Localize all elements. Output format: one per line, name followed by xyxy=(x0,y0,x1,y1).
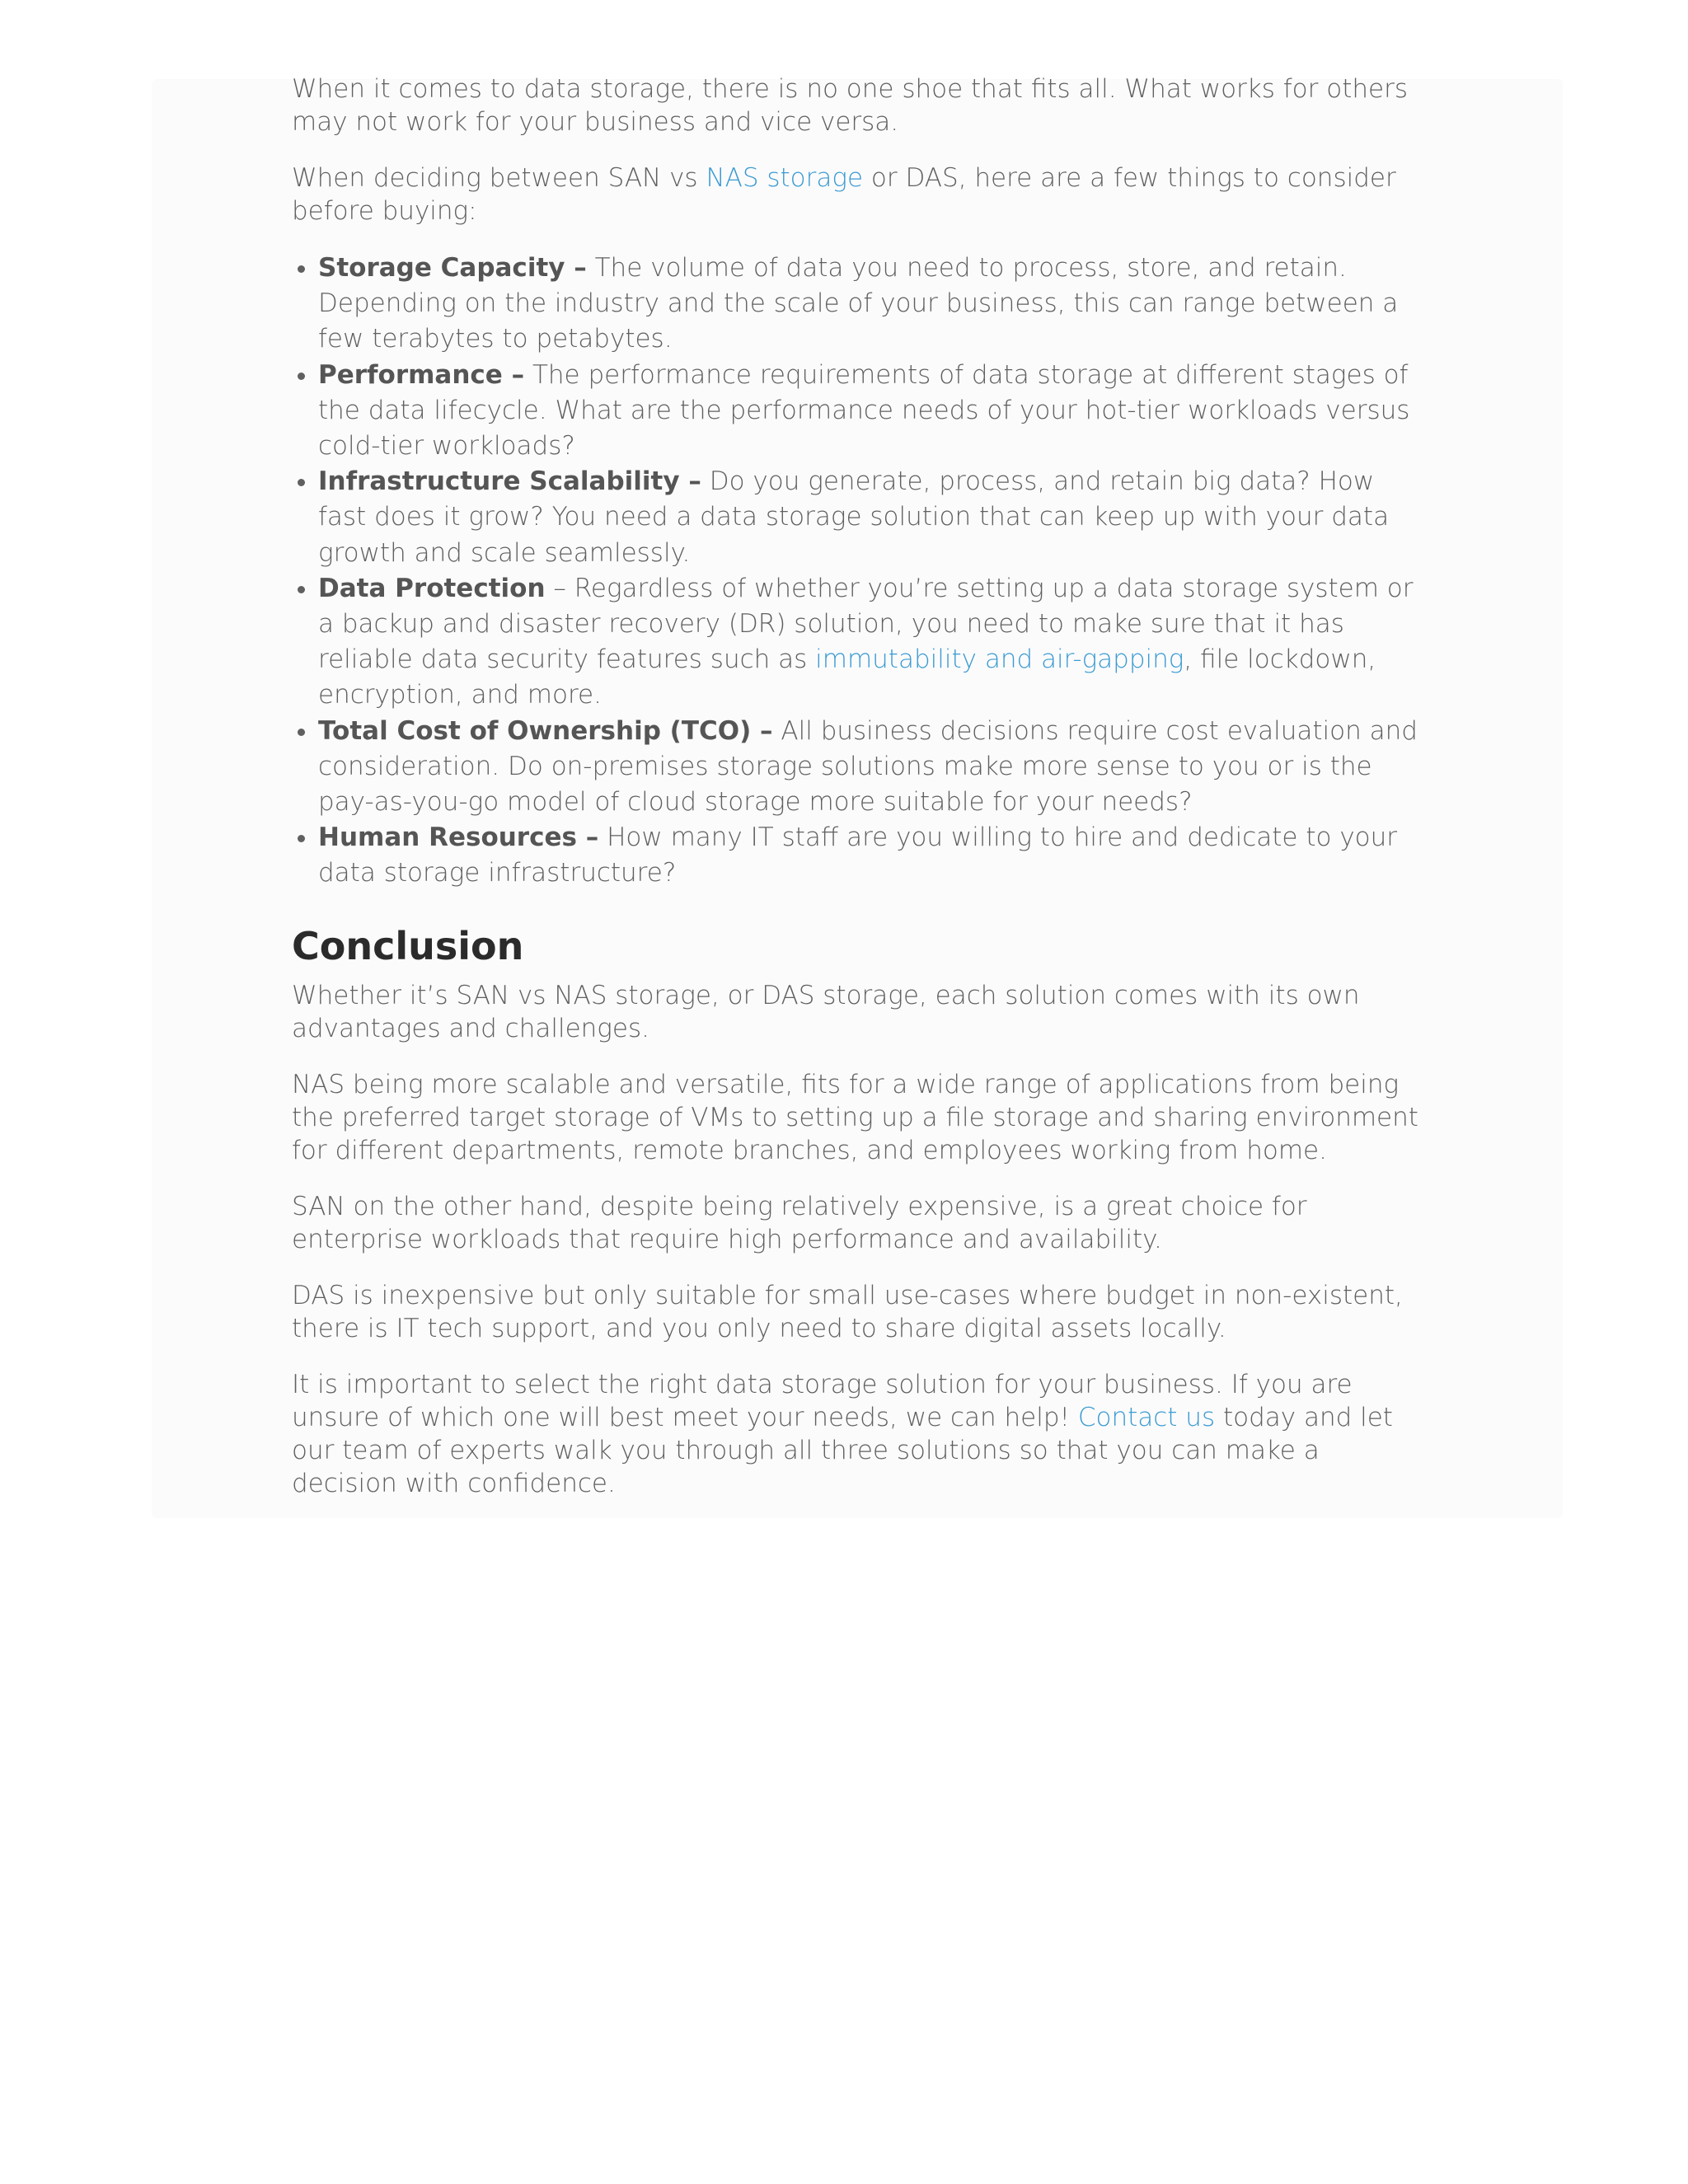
term-storage-capacity: Storage Capacity – xyxy=(318,253,587,283)
list-item-performance xyxy=(318,358,1423,465)
desc-tco: All business decisions require cost evaluation and consideration. Do on-premises storage solutions make more sense to you or is the pay-as-you-go model of cloud storage more suitable for your needs? xyxy=(318,715,1418,818)
list-item-tco xyxy=(318,714,1423,821)
list-item-infrastructure-scalability xyxy=(318,464,1423,571)
conclusion-paragraph-1: Whether it’s SAN vs NAS storage, or DAS storage, each solution comes with its own advantages and challenges. xyxy=(292,980,1360,1043)
intro-text-after: or DAS, here are a few things to consider before buying: xyxy=(292,163,1396,226)
article-body xyxy=(292,73,1423,1523)
intro-paragraph: When it comes to data storage, there is no one shoe that fits all. What works for others may not work for your business and vice versa. xyxy=(292,74,1408,137)
conclusion-paragraph-5 xyxy=(292,1368,1423,1500)
term-performance: Performance – xyxy=(318,359,525,390)
conclusion-paragraph-3: SAN on the other hand, despite being relatively expensive, is a great choice for enterprise workloads that require high performance and availability. xyxy=(292,1191,1307,1254)
conclusion-text-after: today and let our team of experts walk you through all three solutions so that you can make a decision with confidence. xyxy=(292,1402,1393,1498)
intro-considerations-paragraph xyxy=(292,162,1423,227)
contact-us-link[interactable]: Contact us xyxy=(1077,1402,1216,1432)
term-infrastructure-scalability: Infrastructure Scalability – xyxy=(318,466,701,497)
desc-data-protection-before: – Regardless of whether you’re setting up a data storage system or a backup and disaster recovery (DR) solution, you need to make sure that it has reliable data security features such as xyxy=(318,573,1414,675)
desc-infrastructure-scalability: Do you generate, process, and retain big data? How fast does it grow? You need a data storage solution that can keep up with your data growth and scale seamlessly. xyxy=(318,466,1390,568)
list-item-data-protection xyxy=(318,571,1423,714)
conclusion-paragraph-4: DAS is inexpensive but only suitable for small use-cases where budget in non-existent, there is IT tech support, and you only need to share digital assets locally. xyxy=(292,1280,1403,1343)
nas-storage-link[interactable]: NAS storage xyxy=(706,163,864,193)
list-item-storage-capacity xyxy=(318,251,1423,358)
conclusion-text-before: It is important to select the right data storage solution for your business. If you are unsure of which one will best meet your needs, we can help! xyxy=(292,1369,1353,1432)
immutability-air-gapping-link[interactable]: immutability and air-gapping xyxy=(815,644,1184,675)
desc-performance: The performance requirements of data storage at different stages of the data lifecycle. What are the performance needs of your hot-tier workloads versus cold-tier workloads? xyxy=(318,359,1410,462)
considerations-list xyxy=(292,251,1423,892)
desc-data-protection-after: , file lockdown, encryption, and more. xyxy=(318,644,1376,710)
conclusion-paragraph-2: NAS being more scalable and versatile, fits for a wide range of applications from being the preferred target storage of VMs to setting up a file storage and sharing environment for different departments, remote branches, and employees working from home. xyxy=(292,1069,1418,1165)
desc-human-resources: How many IT staff are you willing to hire and dedicate to your data storage infrastructure? xyxy=(318,823,1398,888)
term-tco: Total Cost of Ownership (TCO) – xyxy=(318,715,773,746)
term-human-resources: Human Resources – xyxy=(318,823,599,853)
term-data-protection: Data Protection xyxy=(318,573,546,603)
conclusion-heading: Conclusion xyxy=(292,923,524,968)
desc-storage-capacity: The volume of data you need to process, store, and retain. Depending on the industry and the scale of your business, this can range between a few terabytes to petabytes. xyxy=(318,253,1399,354)
intro-text-before: When deciding between SAN vs xyxy=(292,163,706,193)
list-item-human-resources xyxy=(318,820,1423,891)
